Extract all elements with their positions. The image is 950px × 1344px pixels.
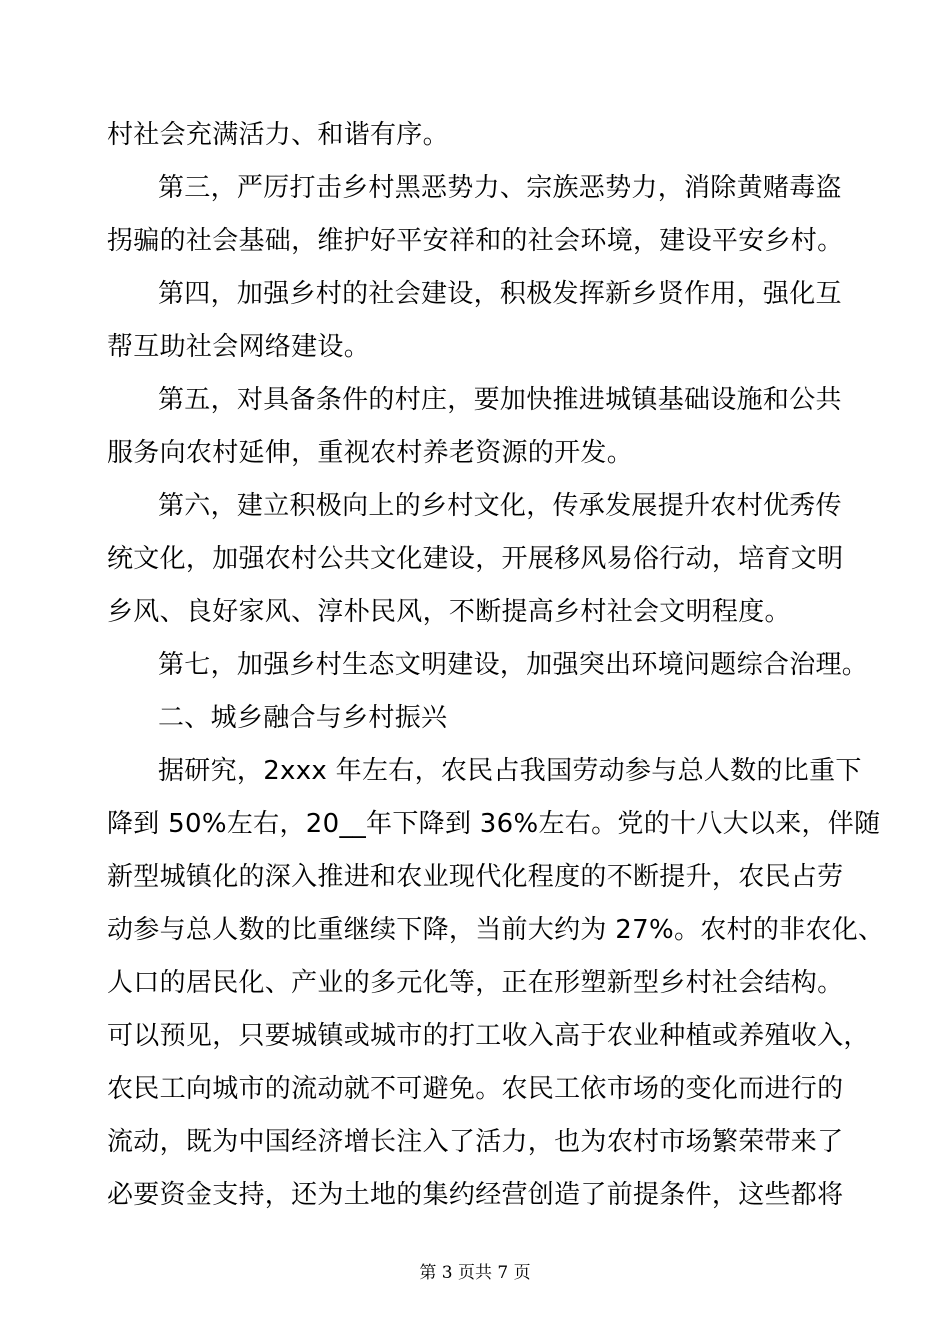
- text-line: 人口的居民化、产业的多元化等，正在形塑新型乡村社会结构。: [107, 968, 844, 998]
- text-line: 乡风、良好家风、淳朴民风，不断提高乡村社会文明程度。: [107, 597, 791, 627]
- text-line: 降到 50%左右，20__年下降到 36%左右。党的十八大以来，伴随: [107, 809, 881, 839]
- text-line: 服务向农村延伸，重视农村养老资源的开发。: [107, 438, 634, 468]
- paragraph-first-line: 第五，对具备条件的村庄，要加快推进城镇基础设施和公共: [158, 385, 842, 415]
- text-line: 新型城镇化的深入推进和农业现代化程度的不断提升，农民占劳: [107, 862, 844, 892]
- text-line: 帮互助社会网络建设。: [107, 332, 371, 362]
- text-line: 农民工向城市的流动就不可避免。农民工依市场的变化而进行的: [107, 1074, 844, 1104]
- text-line: 拐骗的社会基础，维护好平安祥和的社会环境，建设平安乡村。: [107, 226, 844, 256]
- paragraph-first-line: 第七，加强乡村生态文明建设，加强突出环境问题综合治理。: [158, 650, 869, 680]
- text-line: 动参与总人数的比重继续下降，当前大约为 27%。农村的非农化、: [107, 915, 885, 945]
- paragraph-first-line: 第六，建立积极向上的乡村文化，传承发展提升农村优秀传: [158, 491, 842, 521]
- text-line: 可以预见，只要城镇或城市的打工收入高于农业种植或养殖收入，: [107, 1021, 870, 1051]
- paragraph-first-line: 第三，严厉打击乡村黑恶势力、宗族恶势力，消除黄赌毒盗: [158, 173, 842, 203]
- paragraph-first-line: 据研究，2xxx 年左右，农民占我国劳动参与总人数的比重下: [158, 756, 862, 786]
- text-line: 统文化，加强农村公共文化建设，开展移风易俗行动，培育文明: [107, 544, 844, 574]
- text-line: 必要资金支持，还为土地的集约经营创造了前提条件，这些都将: [107, 1180, 844, 1210]
- page-number-footer: 第 3 页共 7 页: [419, 1263, 531, 1283]
- text-line: 村社会充满活力、和谐有序。: [107, 120, 449, 150]
- text-line: 流动，既为中国经济增长注入了活力，也为农村市场繁荣带来了: [107, 1127, 844, 1157]
- paragraph-first-line: 第四，加强乡村的社会建设，积极发挥新乡贤作用，强化互: [158, 279, 842, 309]
- section-heading: 二、城乡融合与乡村振兴: [158, 703, 448, 733]
